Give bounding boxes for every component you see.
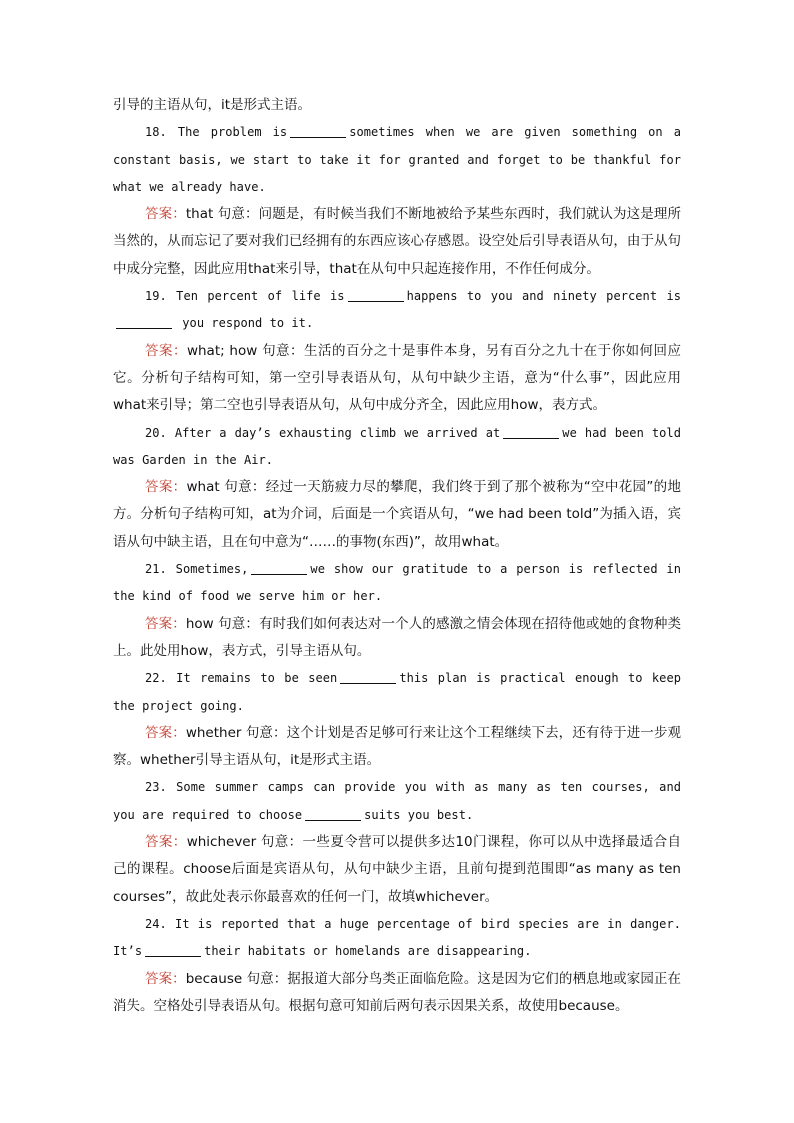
question-text: 24. It is reported that a huge percentage of bird species are in danger. It’s: [113, 916, 681, 959]
answer-explanation: how 句意：有时我们如何表达对一个人的感激之情会体现在招待他或她的食物种类上。此处用how，表方式，引导主语从句。: [113, 615, 681, 659]
answer-blank: [305, 806, 361, 821]
question-text: this plan is practical enough to keep the project going.: [113, 671, 681, 713]
question-23: [113, 774, 681, 829]
answer-blank: [251, 560, 307, 575]
answer-label: 答案：: [145, 834, 187, 851]
answer-blank: [340, 669, 396, 684]
answer-explanation: that 句意：问题是，有时候当我们不断地被给予某些东西时，我们就认为这是理所当然的，从而忘记了要对我们已经拥有的东西应该心存感恩。设空处后引导表语从句，由于从句中成分完整，因此应用that来引导，that在从句中只起连接作用，不作任何成分。: [113, 206, 681, 277]
question-text: 21. Sometimes,: [145, 562, 249, 577]
question-text: we had been told was Garden in the Air.: [113, 425, 681, 467]
question-text: 22. It remains to be seen: [145, 671, 338, 686]
question-24: [113, 911, 681, 966]
answer-label: 答案：: [145, 970, 186, 987]
answer-label: 答案：: [145, 724, 186, 741]
question-text: sometimes when we are given something on a constant basis, we start to take it for granted and forget to be thankful for what we already have.: [113, 125, 681, 194]
answer-label: 答案：: [145, 615, 186, 632]
answer-24: [113, 966, 681, 1021]
question-text: 18. The problem is: [145, 125, 288, 140]
question-text: 23. Some summer camps can provide you with as many as ten courses, and you are required to choose: [113, 780, 681, 822]
question-20: [113, 420, 681, 475]
answer-explanation: what; how 句意：生活的百分之十是事件本身，另有百分之九十在于你如何回应它。分析句子结构可知，第一空引导表语从句，从句中缺少主语，意为“什么事”，因此应用what来引导；第二空也引导表语从句，从句中成分齐全，因此应用how，表方式。: [113, 342, 682, 414]
answer-blank: [116, 314, 172, 329]
answer-22: [113, 720, 681, 775]
answer-explanation: because 句意：据报道大部分鸟类正面临危险。这是因为它们的栖息地或家园正在消失。空格处引导表语从句。根据句意可知前后两句表示因果关系，故使用because。: [113, 970, 681, 1014]
answer-blank: [290, 123, 346, 138]
question-21: [113, 556, 681, 611]
answer-blank: [145, 942, 201, 957]
document-page: [113, 92, 681, 1020]
answer-19: [113, 338, 681, 420]
answer-blank: [503, 424, 559, 439]
question-19: [113, 283, 681, 338]
question-22: [113, 665, 681, 720]
answer-23: [113, 829, 681, 911]
question-text: you respond to it.: [182, 316, 314, 331]
question-text: 19. Ten percent of life is: [145, 289, 345, 304]
question-text: their habitats or homelands are disappearing.: [204, 944, 532, 959]
answer-18: [113, 201, 681, 283]
answer-label: 答案：: [145, 342, 187, 359]
answer-label: 答案：: [145, 479, 187, 496]
answer-blank: [348, 287, 404, 302]
answer-explanation: whichever 句意：一些夏令营可以提供多达10门课程，你可以从中选择最适合自己的课程。choose后面是宾语从句，从句中缺少主语，且前句提到范围即“as many as ten courses”，故此处表示你最喜欢的任何一门，故填whichever。: [113, 834, 681, 905]
intro-line: 引导的主语从句，it是形式主语。: [113, 97, 312, 113]
question-18: [113, 119, 681, 201]
answer-explanation: what 句意：经过一天筋疲力尽的攀爬，我们终于到了那个被称为“空中花园”的地方。分析句子结构可知，at为介词，后面是一个宾语从句，“we had been told”为插入语，宾语从句中缺主语，且在句中意为“……的事物(东西)”，故用what。: [113, 479, 681, 550]
answer-21: [113, 611, 681, 666]
answer-20: [113, 474, 681, 556]
answer-label: 答案：: [145, 206, 186, 223]
question-text: suits you best.: [364, 807, 474, 822]
question-text: we show our gratitude to a person is reflected in the kind of food we serve him or her.: [113, 562, 681, 604]
question-text: 20. After a day’s exhausting climb we arrived at: [145, 425, 501, 440]
question-text: happens to you and ninety percent is: [406, 289, 682, 304]
answer-explanation: whether 句意：这个计划是否足够可行来让这个工程继续下去，还有待于进一步观察。whether引导主语从句，it是形式主语。: [113, 724, 681, 769]
